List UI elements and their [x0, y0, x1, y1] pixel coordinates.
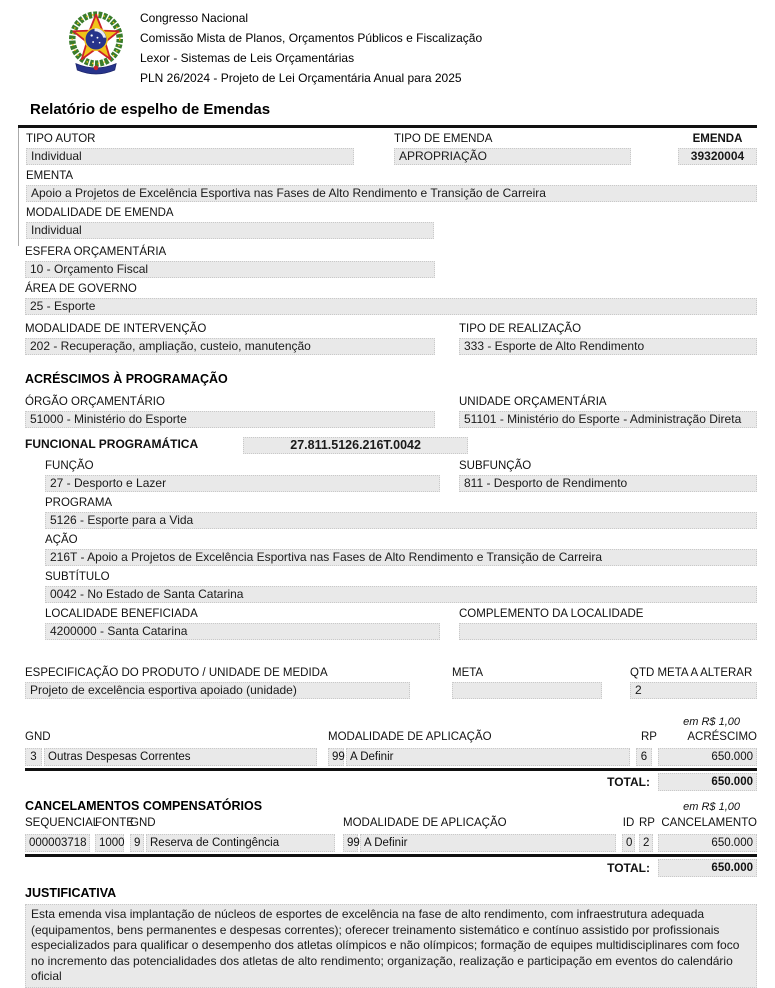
- especificacao-label: ESPECIFICAÇÃO DO PRODUTO / UNIDADE DE MEDIDA: [25, 667, 328, 679]
- currency-note-acrescimos: em R$ 1,00: [683, 716, 740, 728]
- programa-group: [45, 497, 757, 529]
- mod-desc-cell: A Definir: [346, 748, 630, 766]
- cancel-rp-cell: 2: [639, 834, 653, 852]
- acrescimos-section-title: ACRÉSCIMOS À PROGRAMAÇÃO: [25, 372, 228, 386]
- cancelamento-valor-cell: 650.000: [658, 834, 757, 852]
- justificativa-block: [18, 886, 757, 988]
- cancelamentos-section-title: CANCELAMENTOS COMPENSATÓRIOS: [25, 799, 263, 813]
- acao-group: [45, 534, 757, 566]
- cancelamentos-total-row: [25, 859, 757, 877]
- tipo-emenda-group: [394, 133, 631, 165]
- org-line-3: Lexor - Sistemas de Leis Orçamentárias: [140, 51, 355, 65]
- org-lines: [140, 6, 482, 88]
- modalidade-emenda-label: MODALIDADE DE EMENDA: [26, 207, 174, 219]
- ementa-label: EMENTA: [26, 170, 74, 182]
- emenda-number: 39320004: [678, 148, 757, 165]
- qtd-meta-group: [630, 667, 757, 699]
- cancelamentos-table-row: [25, 834, 757, 852]
- acrescimos-col-rp: RP: [641, 731, 657, 743]
- rp-cell: 6: [636, 748, 652, 766]
- subtitulo-group: [45, 571, 757, 603]
- page-title: Relatório de espelho de Emendas: [30, 101, 271, 118]
- tipo-realizacao-group: [459, 323, 757, 355]
- acrescimos-col-gnd: GND: [25, 731, 51, 743]
- funcao-value: 27 - Desporto e Lazer: [45, 475, 440, 492]
- meta-label: META: [452, 667, 484, 679]
- funcional-label: FUNCIONAL PROGRAMÁTICA: [25, 437, 199, 451]
- acrescimo-valor-cell: 650.000: [658, 748, 757, 766]
- modalidade-intervencao-label: MODALIDADE DE INTERVENÇÃO: [25, 323, 207, 335]
- acao-label: AÇÃO: [45, 534, 78, 546]
- localidade-group: [45, 608, 440, 640]
- acrescimos-total-label: TOTAL:: [607, 775, 650, 789]
- complemento-group: [459, 608, 757, 640]
- tipo-autor-group: [26, 133, 354, 165]
- sequencial-cell: 000003718: [25, 834, 90, 852]
- modalidade-intervencao-value: 202 - Recuperação, ampliação, custeio, manutenção: [25, 338, 435, 355]
- cancel-gnd-desc-cell: Reserva de Contingência: [146, 834, 335, 852]
- tipo-emenda-label: TIPO DE EMENDA: [394, 133, 493, 145]
- acrescimos-block: [18, 396, 757, 728]
- localidade-value: 4200000 - Santa Catarina: [45, 623, 440, 640]
- qtd-meta-label: QTD META A ALTERAR: [630, 667, 753, 679]
- tipo-autor-label: TIPO AUTOR: [26, 133, 96, 145]
- gnd-desc-cell: Outras Despesas Correntes: [44, 748, 317, 766]
- gnd-code-cell: 3: [25, 748, 42, 766]
- unidade-value: 51101 - Ministério do Esporte - Administração Direta: [459, 411, 757, 428]
- report-header: [0, 0, 775, 88]
- programa-value: 5126 - Esporte para a Vida: [45, 512, 757, 529]
- unidade-group: [459, 396, 757, 428]
- complemento-label: COMPLEMENTO DA LOCALIDADE: [459, 608, 644, 620]
- programa-label: PROGRAMA: [45, 497, 113, 509]
- justificativa-text: Esta emenda visa implantação de núcleos de esportes de excelência na fase de alto rendimento, com infraestrutura adequada (equipamentos, bens permanentes e despesas correntes); oferecer treinamento sistemático e contínuo assistido por profissionais especializados para qualificar o desempenho dos atletas olímpicos e não olímpicos; formação de equipes multidisciplinares com foco no incremento das potencialidades dos atletas de alto rendimento; organização, realização e participação em eventos do calendário oficial: [25, 904, 757, 988]
- id-cell: 0: [622, 834, 635, 852]
- cancelamentos-table: [18, 817, 757, 877]
- acrescimos-table: [18, 731, 757, 791]
- especificacao-group: [25, 667, 410, 699]
- esfera-group: [25, 246, 757, 278]
- tipo-emenda-value: APROPRIAÇÃO: [394, 148, 631, 165]
- justificativa-section-title: JUSTIFICATIVA: [25, 886, 117, 900]
- acrescimos-col-modalidade: MODALIDADE DE APLICAÇÃO: [328, 731, 492, 743]
- currency-note-cancelamentos: em R$ 1,00: [683, 801, 740, 813]
- orgao-value: 51000 - Ministério do Esporte: [25, 411, 435, 428]
- emenda-group: [678, 133, 757, 165]
- fonte-cell: 1000: [95, 834, 124, 852]
- area-governo-group: [25, 283, 757, 315]
- subfuncao-group: [459, 460, 757, 492]
- orgao-label: ÓRGÃO ORÇAMENTÁRIO: [25, 396, 165, 408]
- cancel-mod-code-cell: 99: [343, 834, 358, 852]
- funcao-group: [45, 460, 440, 492]
- tipo-autor-value: Individual: [26, 148, 354, 165]
- subfuncao-value: 811 - Desporto de Rendimento: [459, 475, 757, 492]
- subfuncao-label: SUBFUNÇÃO: [459, 460, 532, 472]
- unidade-label: UNIDADE ORÇAMENTÁRIA: [459, 396, 607, 408]
- orgao-group: [25, 396, 435, 428]
- tipo-realizacao-label: TIPO DE REALIZAÇÃO: [459, 323, 582, 335]
- acrescimos-total-row: [25, 773, 757, 791]
- cancelamentos-total-value: 650.000: [658, 859, 757, 877]
- ementa-value: Apoio a Projetos de Excelência Esportiva nas Fases de Alto Rendimento e Transição de Carreira: [26, 185, 757, 202]
- cancel-gnd-code-cell: 9: [130, 834, 144, 852]
- cancel-col-rp: RP: [639, 817, 655, 829]
- complemento-value: [459, 623, 757, 640]
- meta-group: [452, 667, 602, 699]
- cancel-col-gnd: GND: [130, 817, 156, 829]
- identification-block: [18, 128, 757, 246]
- cancel-mod-desc-cell: A Definir: [360, 834, 616, 852]
- modalidade-emenda-group: [26, 207, 757, 239]
- area-governo-value: 25 - Esporte: [25, 298, 757, 315]
- modalidade-intervencao-group: [25, 323, 435, 355]
- acrescimos-table-row: [25, 748, 757, 766]
- funcional-value: 27.811.5126.216T.0042: [243, 437, 468, 454]
- subtitulo-value: 0042 - No Estado de Santa Catarina: [45, 586, 757, 603]
- report-body: [18, 128, 757, 988]
- localidade-label: LOCALIDADE BENEFICIADA: [45, 608, 198, 620]
- modalidade-emenda-value: Individual: [26, 222, 434, 239]
- meta-value: [452, 682, 602, 699]
- area-governo-label: ÁREA DE GOVERNO: [25, 283, 137, 295]
- subtitulo-label: SUBTÍTULO: [45, 571, 110, 583]
- ementa-group: [26, 170, 757, 202]
- cancelamentos-header: [18, 799, 757, 813]
- cancelamentos-table-rule: [25, 854, 757, 857]
- acrescimos-table-rule: [25, 768, 757, 771]
- qtd-meta-value: 2: [630, 682, 757, 699]
- esfera-value: 10 - Orçamento Fiscal: [25, 261, 435, 278]
- mod-code-cell: 99: [328, 748, 344, 766]
- funcao-label: FUNÇÃO: [45, 460, 94, 472]
- classification-block: [18, 246, 757, 360]
- org-line-1: Congresso Nacional: [140, 11, 249, 25]
- esfera-label: ESFERA ORÇAMENTÁRIA: [25, 246, 167, 258]
- org-line-2: Comissão Mista de Planos, Orçamentos Públicos e Fiscalização: [140, 31, 483, 45]
- tipo-realizacao-value: 333 - Esporte de Alto Rendimento: [459, 338, 757, 355]
- emenda-label: EMENDA: [692, 133, 743, 145]
- cancel-col-modalidade: MODALIDADE DE APLICAÇÃO: [343, 817, 507, 829]
- acrescimos-total-value: 650.000: [658, 773, 757, 791]
- funcional-detail-block: [25, 460, 757, 645]
- cancel-col-id: ID: [622, 817, 635, 829]
- cancel-col-cancelamento: CANCELAMENTO: [661, 817, 757, 829]
- especificacao-value: Projeto de excelência esportiva apoiado (unidade): [25, 682, 410, 699]
- org-line-4: PLN 26/2024 - Projeto de Lei Orçamentária Anual para 2025: [140, 71, 462, 85]
- cancel-col-fonte: FONTE: [95, 817, 134, 829]
- cancelamentos-total-label: TOTAL:: [607, 861, 650, 875]
- acrescimos-col-acrescimo: ACRÉSCIMO: [687, 731, 757, 743]
- brazil-coat-of-arms-icon: [58, 6, 134, 78]
- cancel-col-sequencial: SEQUENCIAL: [25, 817, 100, 829]
- acao-value: 216T - Apoio a Projetos de Excelência Esportiva nas Fases de Alto Rendimento e Transição de Carreira: [45, 549, 757, 566]
